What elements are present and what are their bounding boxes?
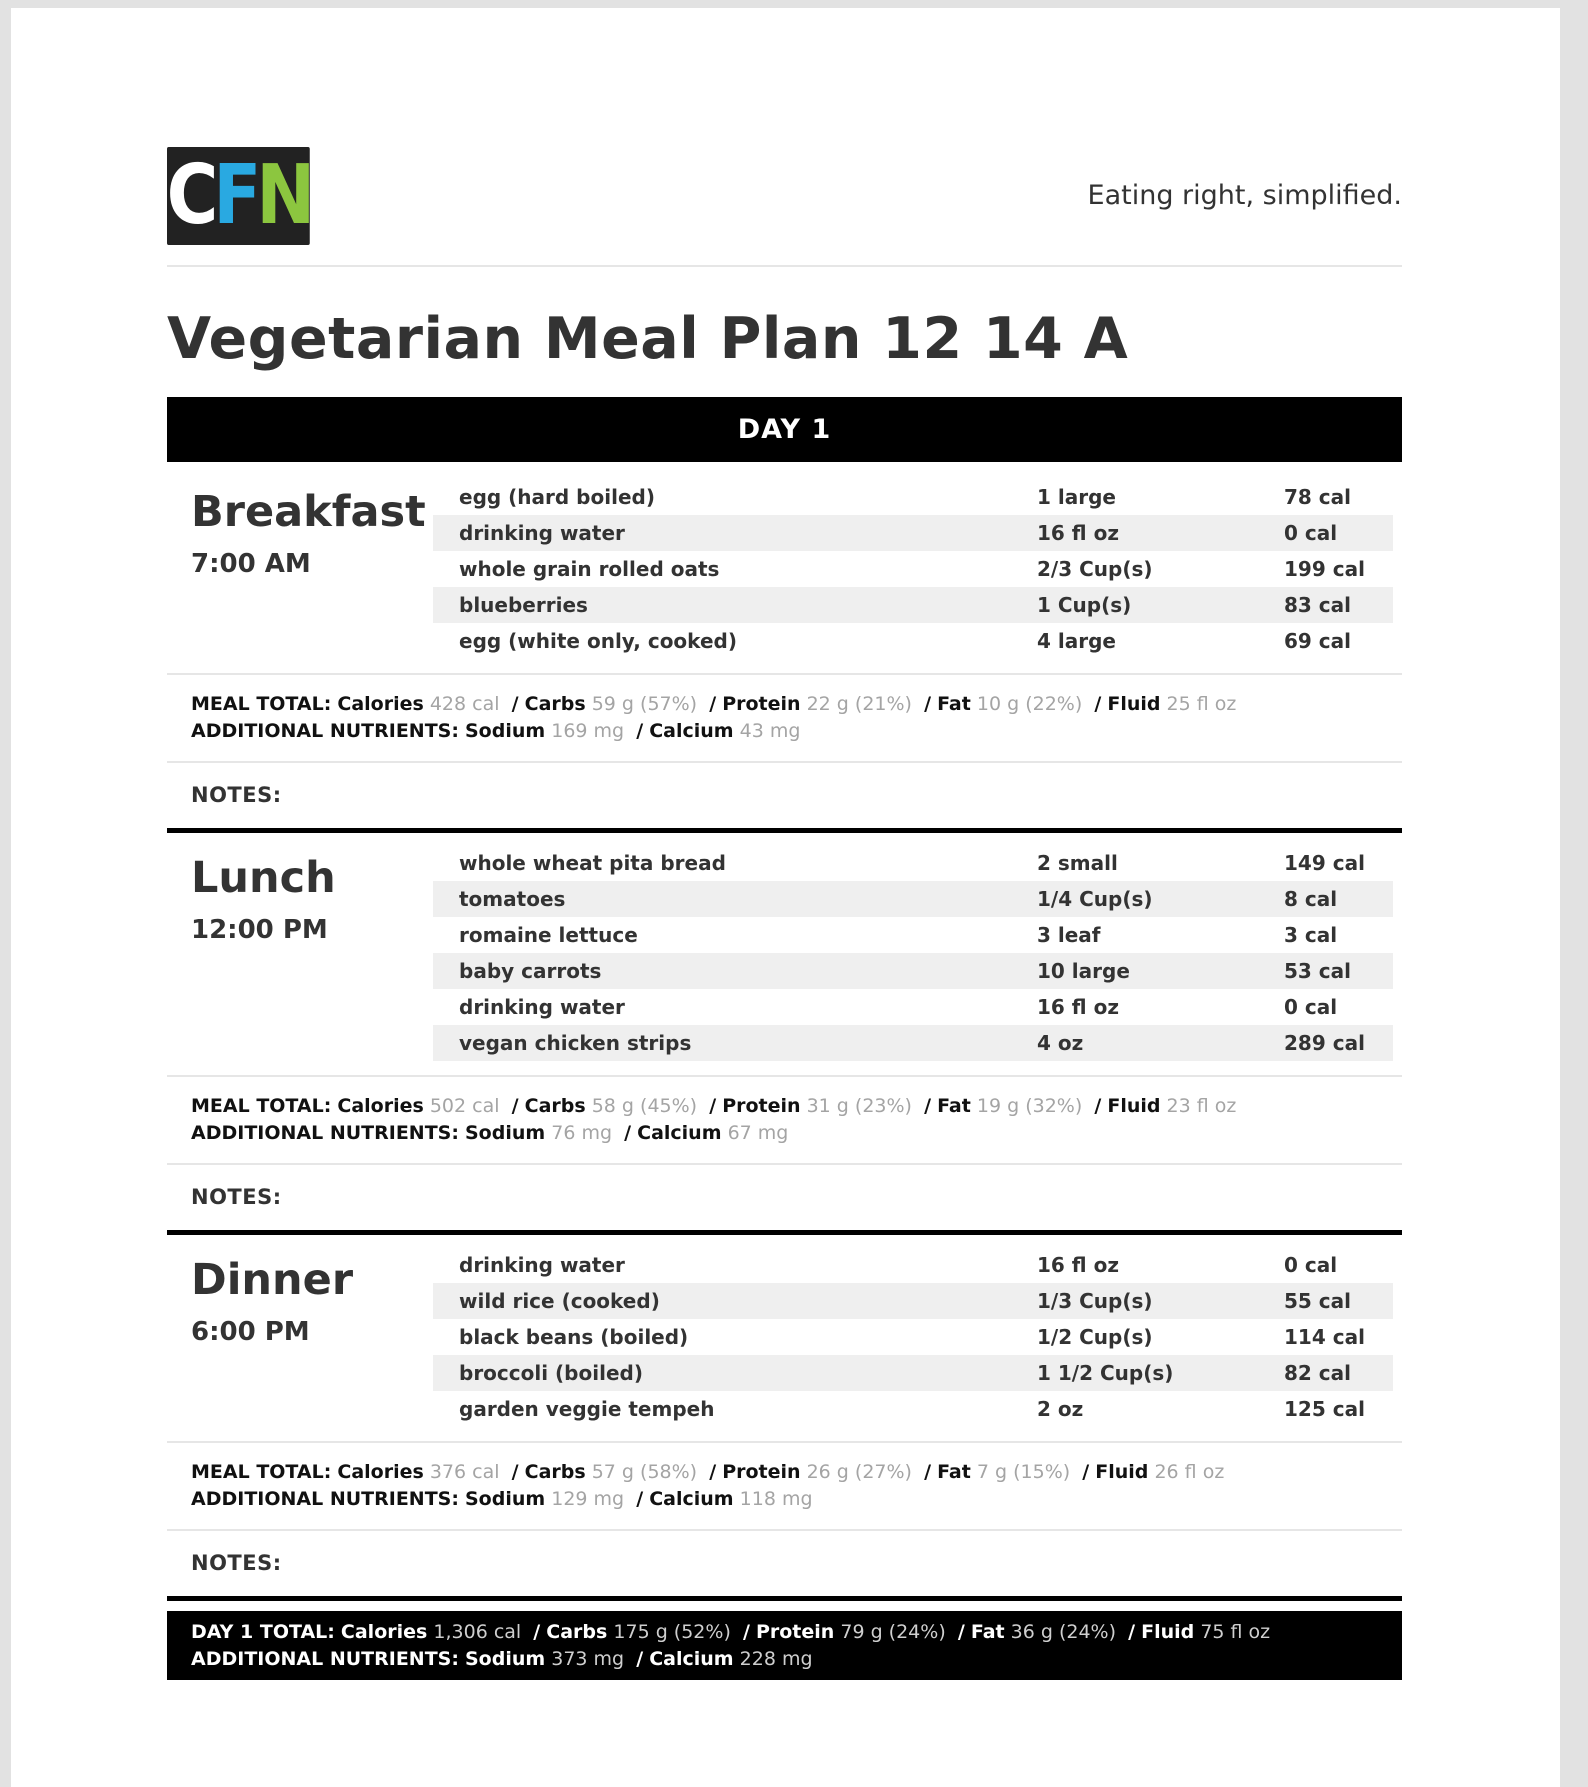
meal-time: 12:00 PM (191, 915, 328, 945)
section-divider (167, 1596, 1402, 1601)
meal-name: Breakfast (191, 487, 426, 537)
separator-slash: / (709, 1095, 717, 1117)
food-qty: 16 fl oz (1037, 995, 1119, 1019)
value-carbs: 57 g (58%) (591, 1461, 698, 1483)
day-header: DAY 1 (167, 397, 1402, 462)
separator-slash: / (636, 1648, 644, 1670)
label-sodium: Sodium (465, 720, 546, 742)
food-row (433, 1391, 1393, 1427)
label-fluid: Fluid (1141, 1621, 1195, 1643)
label-calories: Calories (337, 1095, 424, 1117)
food-row (433, 989, 1393, 1025)
value-fat: 7 g (15%) (976, 1461, 1071, 1483)
food-name: vegan chicken strips (459, 1031, 692, 1055)
food-row (433, 551, 1393, 587)
value-carbs: 59 g (57%) (591, 693, 698, 715)
food-name: baby carrots (459, 959, 602, 983)
food-row (433, 845, 1393, 881)
divider (167, 1529, 1402, 1531)
label-sodium: Sodium (465, 1488, 546, 1510)
label-protein: Protein (722, 1461, 801, 1483)
divider (167, 1441, 1402, 1443)
separator-slash: / (1094, 1095, 1102, 1117)
notes-label: NOTES: (191, 783, 282, 807)
label-calcium: Calcium (649, 720, 734, 742)
label-calories: Calories (337, 1461, 424, 1483)
section-divider (167, 828, 1402, 833)
food-row (433, 1283, 1393, 1319)
food-qty: 1 1/2 Cup(s) (1037, 1361, 1174, 1385)
food-cal: 83 cal (1284, 593, 1352, 617)
food-cal: 0 cal (1284, 1253, 1338, 1277)
value-fluid: 23 fl oz (1166, 1095, 1237, 1117)
label-fluid: Fluid (1107, 693, 1161, 715)
value-calories: 1,306 cal (433, 1621, 522, 1643)
food-cal: 125 cal (1284, 1397, 1365, 1421)
food-qty: 2 oz (1037, 1397, 1084, 1421)
value-fat: 36 g (24%) (1010, 1621, 1117, 1643)
food-qty: 2 small (1037, 851, 1118, 875)
label-fluid: Fluid (1107, 1095, 1161, 1117)
food-list (433, 845, 1393, 1061)
separator-slash: / (533, 1621, 541, 1643)
divider (167, 1075, 1402, 1077)
cfn-logo (167, 147, 310, 245)
food-qty: 1/3 Cup(s) (1037, 1289, 1153, 1313)
logo-letter-f: F (213, 148, 257, 243)
logo-letter-n: N (256, 148, 311, 243)
food-qty: 4 oz (1037, 1031, 1084, 1055)
food-qty: 16 fl oz (1037, 1253, 1119, 1277)
meal-totals (191, 1459, 1224, 1513)
page-title: Vegetarian Meal Plan 12 14 A (167, 306, 1129, 372)
value-calories: 502 cal (429, 1095, 500, 1117)
label-protein: Protein (755, 1621, 835, 1643)
food-cal: 8 cal (1284, 887, 1338, 911)
label-sodium: Sodium (465, 1122, 546, 1144)
value-fluid: 26 fl oz (1154, 1461, 1225, 1483)
label-fat: Fat (937, 693, 971, 715)
label-additional: ADDITIONAL NUTRIENTS: (191, 1648, 459, 1670)
separator-slash: / (636, 1488, 644, 1510)
separator-slash: / (709, 1461, 717, 1483)
food-list (433, 1247, 1393, 1427)
food-name: wild rice (cooked) (459, 1289, 660, 1313)
food-row (433, 1247, 1393, 1283)
food-cal: 53 cal (1284, 959, 1352, 983)
header-divider (167, 265, 1402, 267)
food-qty: 10 large (1037, 959, 1130, 983)
label-fat: Fat (937, 1461, 971, 1483)
food-row (433, 953, 1393, 989)
value-protein: 22 g (21%) (806, 693, 912, 715)
food-row (433, 1355, 1393, 1391)
label-carbs: Carbs (524, 1095, 586, 1117)
meal-name: Dinner (191, 1255, 354, 1305)
notes-label: NOTES: (191, 1551, 282, 1575)
value-calcium: 228 mg (739, 1648, 813, 1670)
meal-totals (191, 691, 1236, 745)
food-name: drinking water (459, 521, 625, 545)
value-sodium: 169 mg (551, 720, 625, 742)
meal-name: Lunch (191, 853, 336, 903)
label-carbs: Carbs (524, 693, 586, 715)
food-name: whole grain rolled oats (459, 557, 720, 581)
food-cal: 114 cal (1284, 1325, 1365, 1349)
food-cal: 199 cal (1284, 557, 1365, 581)
food-qty: 4 large (1037, 629, 1116, 653)
separator-slash: / (924, 1461, 932, 1483)
food-qty: 1 Cup(s) (1037, 593, 1132, 617)
label-day-total: DAY 1 TOTAL: (191, 1621, 335, 1643)
label-calcium: Calcium (649, 1488, 734, 1510)
notes-label: NOTES: (191, 1185, 282, 1209)
label-carbs: Carbs (546, 1621, 608, 1643)
value-fluid: 25 fl oz (1166, 693, 1237, 715)
logo-letter-c: C (166, 148, 214, 243)
label-calories: Calories (337, 693, 424, 715)
food-name: egg (hard boiled) (459, 485, 655, 509)
separator-slash: / (957, 1621, 965, 1643)
food-name: broccoli (boiled) (459, 1361, 643, 1385)
separator-slash: / (511, 1461, 519, 1483)
separator-slash: / (1094, 693, 1102, 715)
label-fluid: Fluid (1095, 1461, 1149, 1483)
food-cal: 0 cal (1284, 995, 1338, 1019)
value-calories: 428 cal (429, 693, 500, 715)
food-cal: 69 cal (1284, 629, 1352, 653)
food-cal: 3 cal (1284, 923, 1338, 947)
value-calcium: 43 mg (739, 720, 801, 742)
food-name: romaine lettuce (459, 923, 638, 947)
value-sodium: 76 mg (551, 1122, 613, 1144)
separator-slash: / (636, 720, 644, 742)
day-totals (191, 1619, 1270, 1673)
food-name: black beans (boiled) (459, 1325, 689, 1349)
value-fluid: 75 fl oz (1200, 1621, 1271, 1643)
value-sodium: 129 mg (551, 1488, 625, 1510)
value-calories: 376 cal (429, 1461, 500, 1483)
section-divider (167, 1230, 1402, 1235)
label-additional: ADDITIONAL NUTRIENTS: (191, 720, 459, 742)
food-cal: 149 cal (1284, 851, 1365, 875)
food-cal: 289 cal (1284, 1031, 1365, 1055)
separator-slash: / (511, 693, 519, 715)
food-row (433, 1025, 1393, 1061)
food-name: drinking water (459, 995, 625, 1019)
value-sodium: 373 mg (551, 1648, 625, 1670)
value-calcium: 118 mg (739, 1488, 813, 1510)
value-protein: 79 g (24%) (840, 1621, 946, 1643)
food-name: tomatoes (459, 887, 566, 911)
food-name: whole wheat pita bread (459, 851, 726, 875)
food-qty: 16 fl oz (1037, 521, 1119, 545)
food-cal: 55 cal (1284, 1289, 1352, 1313)
food-row (433, 917, 1393, 953)
value-fat: 19 g (32%) (976, 1095, 1083, 1117)
separator-slash: / (709, 693, 717, 715)
food-name: drinking water (459, 1253, 625, 1277)
food-qty: 1 large (1037, 485, 1116, 509)
label-protein: Protein (722, 1095, 801, 1117)
divider (167, 1163, 1402, 1165)
value-carbs: 175 g (52%) (613, 1621, 731, 1643)
label-sodium: Sodium (465, 1648, 546, 1670)
food-row (433, 623, 1393, 659)
meal-time: 6:00 PM (191, 1317, 310, 1347)
food-cal: 0 cal (1284, 521, 1338, 545)
meal-time: 7:00 AM (191, 549, 311, 579)
label-meal-total: MEAL TOTAL: (191, 1095, 332, 1117)
divider (167, 761, 1402, 763)
separator-slash: / (624, 1122, 632, 1144)
food-qty: 1/4 Cup(s) (1037, 887, 1153, 911)
food-name: garden veggie tempeh (459, 1397, 715, 1421)
value-protein: 31 g (23%) (806, 1095, 912, 1117)
food-row (433, 479, 1393, 515)
label-calories: Calories (340, 1621, 428, 1643)
label-fat: Fat (937, 1095, 971, 1117)
separator-slash: / (1082, 1461, 1090, 1483)
day-total-bar (167, 1611, 1402, 1680)
value-fat: 10 g (22%) (976, 693, 1083, 715)
divider (167, 673, 1402, 675)
label-protein: Protein (722, 693, 801, 715)
label-calcium: Calcium (649, 1648, 734, 1670)
label-additional: ADDITIONAL NUTRIENTS: (191, 1122, 459, 1144)
food-cal: 82 cal (1284, 1361, 1352, 1385)
value-carbs: 58 g (45%) (591, 1095, 698, 1117)
food-row (433, 1319, 1393, 1355)
label-calcium: Calcium (637, 1122, 722, 1144)
tagline: Eating right, simplified. (1087, 180, 1402, 211)
label-additional: ADDITIONAL NUTRIENTS: (191, 1488, 459, 1510)
food-cal: 78 cal (1284, 485, 1352, 509)
food-name: blueberries (459, 593, 588, 617)
food-row (433, 515, 1393, 551)
label-fat: Fat (970, 1621, 1005, 1643)
food-qty: 3 leaf (1037, 923, 1101, 947)
separator-slash: / (924, 693, 932, 715)
food-name: egg (white only, cooked) (459, 629, 737, 653)
value-calcium: 67 mg (727, 1122, 789, 1144)
separator-slash: / (742, 1621, 750, 1643)
food-qty: 1/2 Cup(s) (1037, 1325, 1153, 1349)
document-page (11, 8, 1560, 1787)
food-row (433, 587, 1393, 623)
meal-totals (191, 1093, 1236, 1147)
label-meal-total: MEAL TOTAL: (191, 1461, 332, 1483)
separator-slash: / (924, 1095, 932, 1117)
food-list (433, 479, 1393, 659)
label-meal-total: MEAL TOTAL: (191, 693, 332, 715)
separator-slash: / (511, 1095, 519, 1117)
label-carbs: Carbs (524, 1461, 586, 1483)
separator-slash: / (1128, 1621, 1136, 1643)
food-row (433, 881, 1393, 917)
value-protein: 26 g (27%) (806, 1461, 912, 1483)
food-qty: 2/3 Cup(s) (1037, 557, 1153, 581)
